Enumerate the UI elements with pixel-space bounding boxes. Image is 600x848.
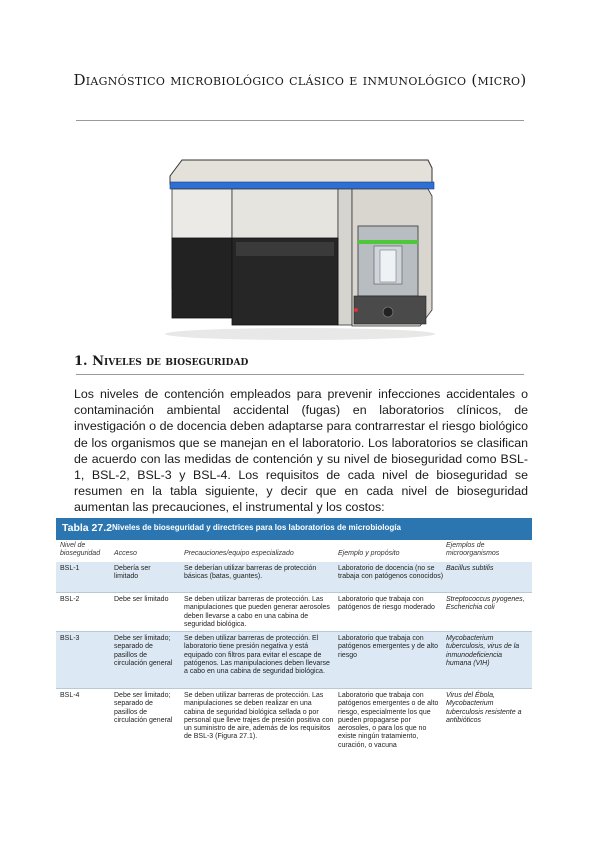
column-header: Acceso	[114, 550, 137, 557]
cell-level: BSL-2	[60, 596, 80, 603]
cell-precautions: Se deben utilizar barreras de protección. Las manipulaciones se deben realizar en una cabina de seguridad biológica sellada o por personal que lleve trajes de presión positiva con un suministro de aire, además de los requisitos de BSL-3 (Figura 27.1).	[184, 692, 334, 741]
biosafety-table	[56, 518, 532, 843]
cell-purpose: Laboratorio que trabaja con patógenos emergentes o de alto riesgo, especialmente los que pueden propagarse por aerosoles, o para los que no existe ningún tratamiento, curación, o vacuna	[338, 692, 439, 749]
cell-level: BSL-3	[60, 635, 80, 642]
cell-access: Debe ser limitado	[114, 596, 169, 603]
table-number: Tabla 27.2	[62, 522, 112, 534]
section-rule	[76, 374, 524, 375]
cell-organisms: Mycobacterium tuberculosis, virus de la inmunodeficiencia humana (VIH)	[446, 635, 520, 667]
cell-access: Debería ser limitado	[114, 565, 151, 581]
table-row	[56, 632, 532, 688]
cell-access: Debe ser limitado; separado de pasillos de circulación general	[114, 692, 173, 724]
lab-instrument-illustration	[150, 138, 440, 348]
title-rule	[76, 120, 524, 121]
column-header: Precauciones/equipo especializado	[184, 550, 294, 557]
table-row	[56, 593, 532, 631]
document-title: Diagnóstico microbiológico clásico e inmunológico (micro)	[73, 71, 527, 89]
body-paragraph: Los niveles de contención empleados para prevenir infecciones accidentales o contaminación ambiental accidental (fugas) en laboratorios clínicos, de investigación o de docencia deben adaptarse para contrarrestar el riesgo biológico de los organismos que se manejan en el laboratorio. Los laboratorios se clasifican de acuerdo con las medidas de contención y su nivel de bioseguridad como BSL-1, BSL-2, BSL-3 y BSL-4. Los requisitos de cada nivel de bioseguridad se resumen en la tabla siguiente, y decir que en cada nivel de bioseguridad aumentan las precauciones, el instrumental y los costos:	[74, 387, 528, 515]
cell-purpose: Laboratorio de docencia (no se trabaja con patógenos conocidos)	[338, 565, 444, 581]
cell-organisms: Virus del Ébola, Mycobacterium tuberculosis resistente a antibióticos	[446, 692, 522, 724]
section-heading: 1. Niveles de bioseguridad	[74, 354, 249, 369]
cell-level: BSL-1	[60, 565, 80, 572]
table-title: Niveles de bioseguridad y directrices para los laboratorios de microbiología	[112, 523, 401, 532]
column-header: Ejemplo y propósito	[338, 550, 400, 557]
cell-purpose: Laboratorio que trabaja con patógenos emergentes y de alto riesgo	[338, 635, 439, 659]
cell-precautions: Se deben utilizar barreras de protección. Las manipulaciones que pueden generar aerosoles deben llevarse a cabo en una cabina de seguridad biológica.	[184, 596, 330, 628]
cell-precautions: Se deben utilizar barreras de protección. El laboratorio tiene presión negativa y está equipado con filtros para evitar el escape de patógenos. Las manipulaciones deben llevarse a cabo en una cabina de seguridad biológica.	[184, 635, 330, 676]
cell-access: Debe ser limitado; separado de pasillos de circulación general	[114, 635, 173, 667]
cell-level: BSL-4	[60, 692, 80, 699]
cell-precautions: Se deberían utilizar barreras de protección básicas (batas, guantes).	[184, 565, 317, 581]
table-row	[56, 562, 532, 592]
column-header: Ejemplos de microorganismos	[446, 542, 500, 557]
column-header: Nivel de bioseguridad	[60, 542, 101, 557]
table-row	[56, 689, 532, 779]
cell-organisms: Streptococcus pyogenes, Escherichia coli	[446, 596, 525, 612]
cell-organisms: Bacillus subtilis	[446, 565, 494, 572]
cell-purpose: Laboratorio que trabaja con patógenos de riesgo moderado	[338, 596, 435, 612]
table-header-bar	[56, 518, 532, 540]
